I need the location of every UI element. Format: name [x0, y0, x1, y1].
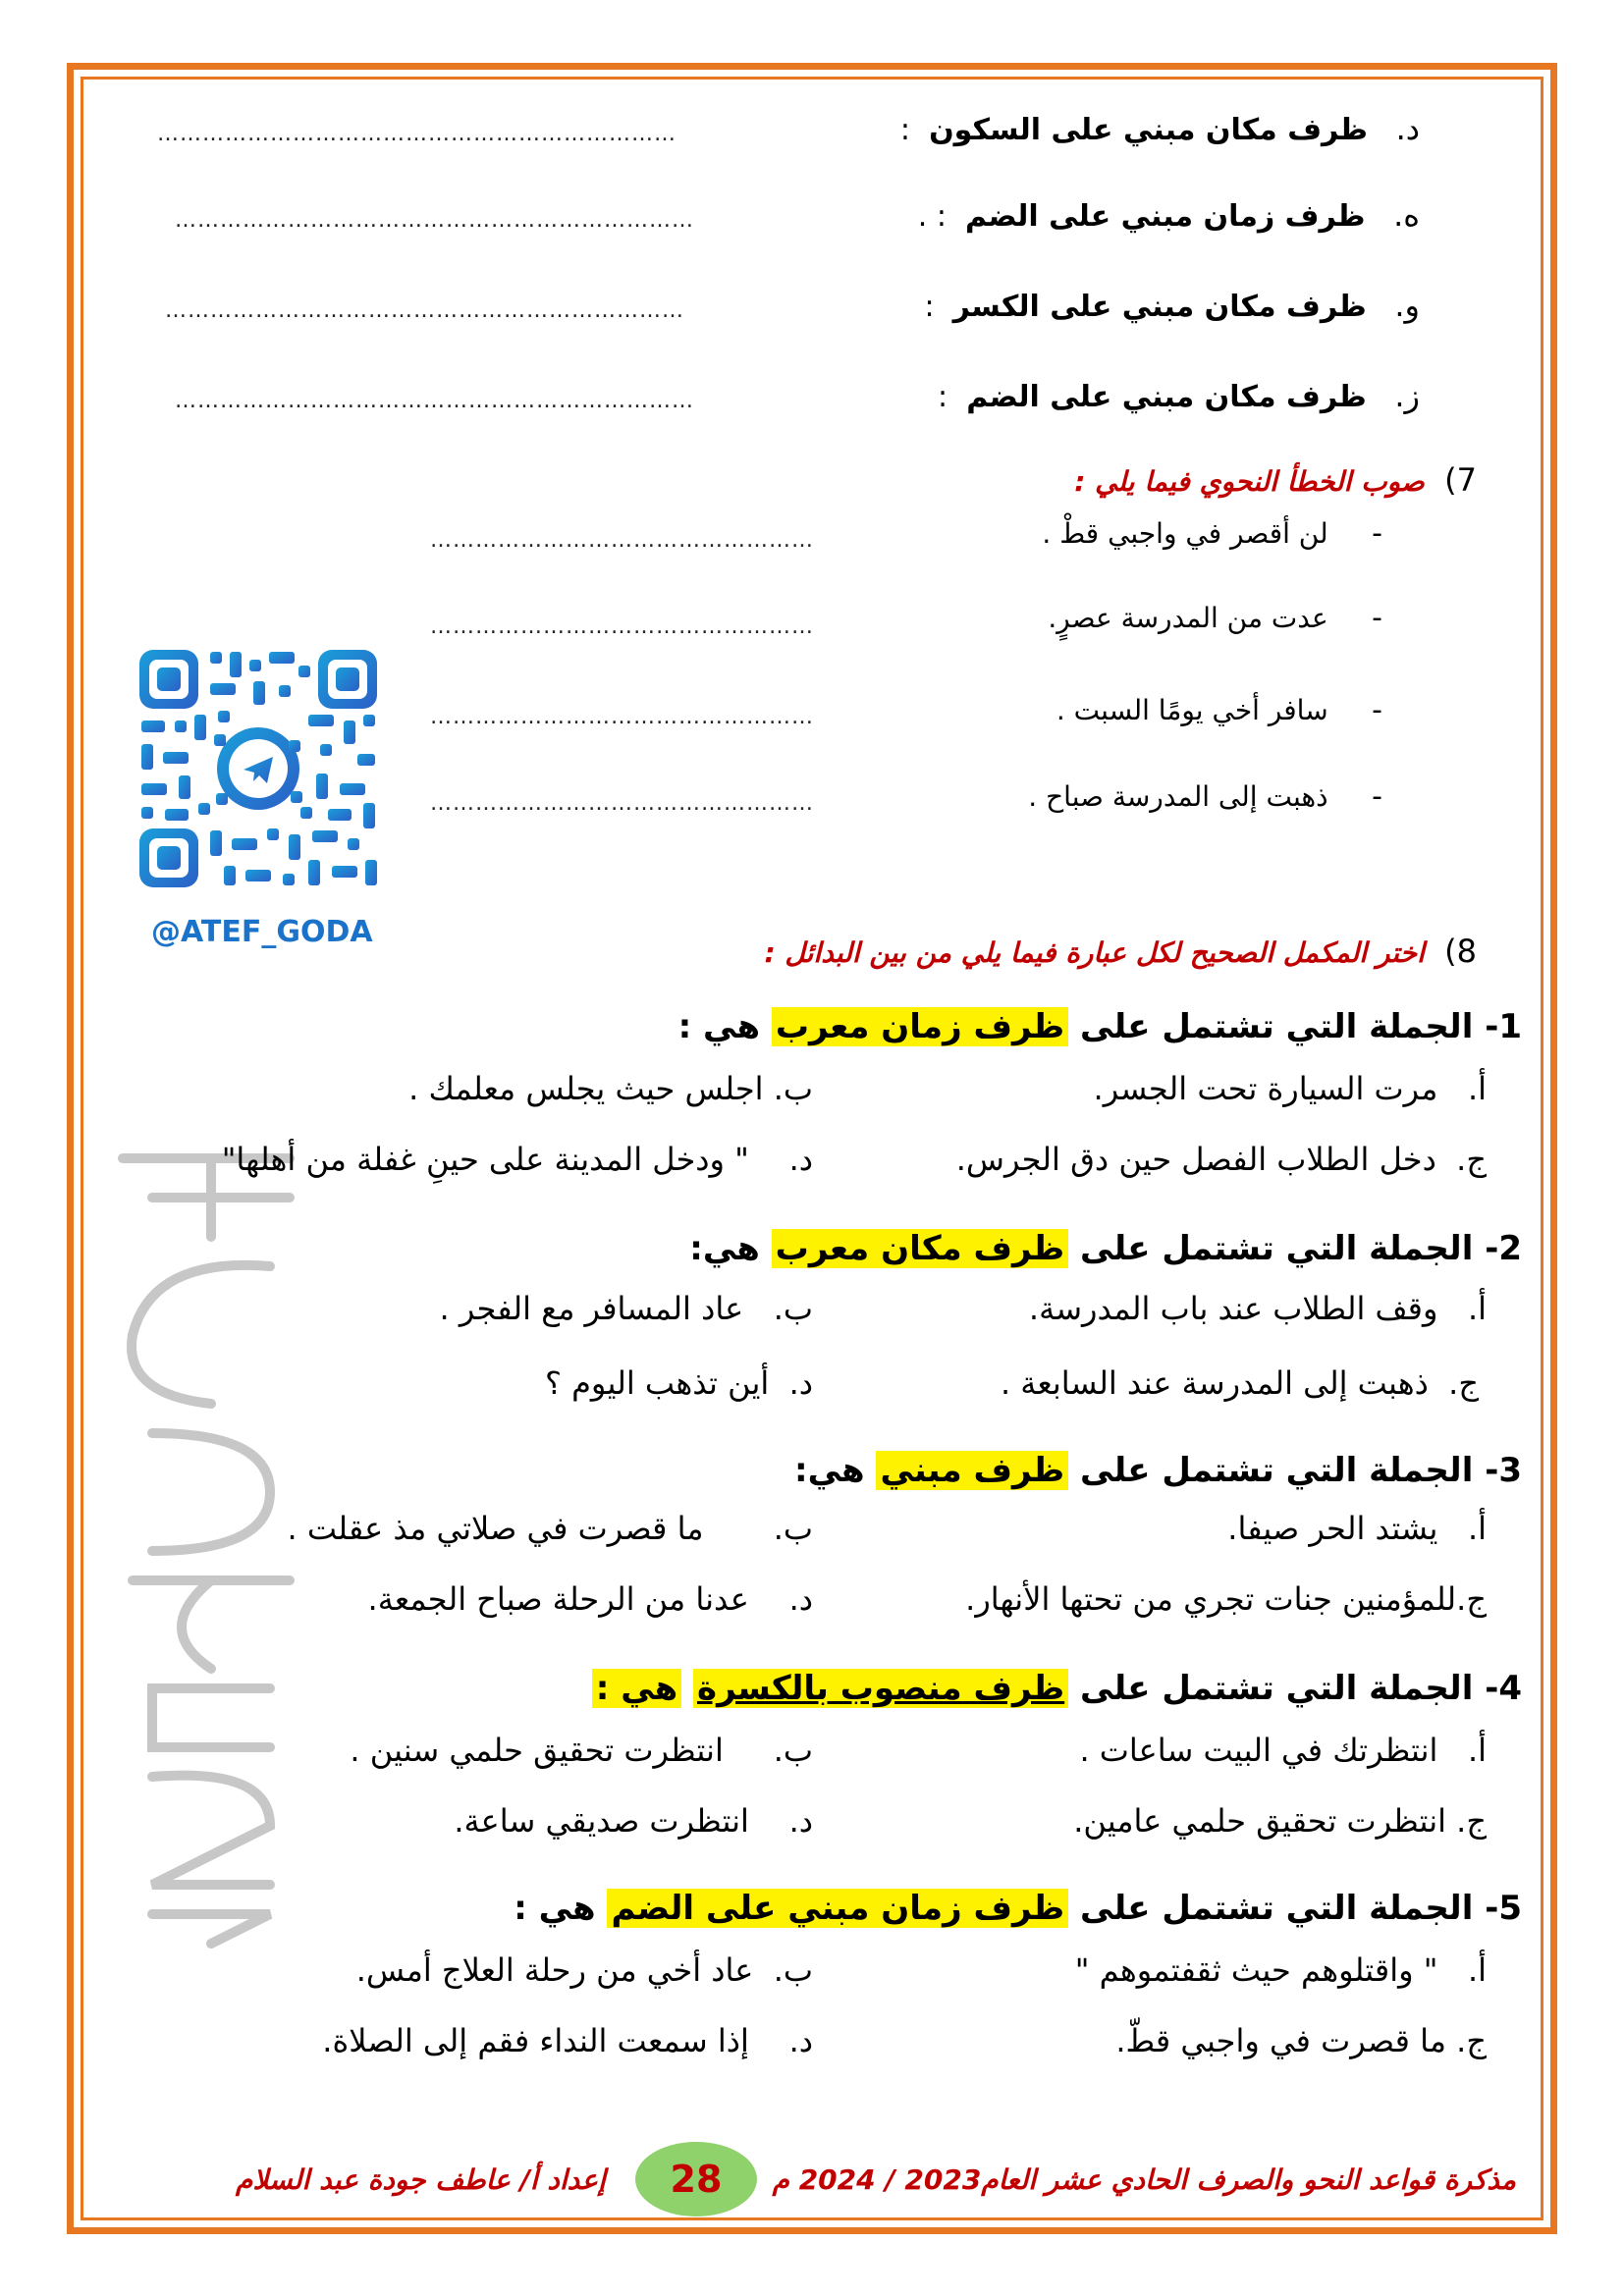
telegram-handle[interactable]: @ATEF_GODA — [151, 915, 373, 949]
option-c[interactable]: ج. انتظرت تحقيق حلمي عامين. — [1073, 1802, 1487, 1840]
question-3: 3- الجملة التي تشتمل على ظرف مبني هي: — [794, 1451, 1522, 1490]
highlight: ظرف زمان معرب — [772, 1007, 1068, 1046]
item-w: و. ظرف مكان مبني على الكسر : — [924, 287, 1420, 324]
option-c[interactable]: ج.للمؤمنين جنات تجري من تحتها الأنهار. — [965, 1580, 1487, 1618]
option-c[interactable]: ج. ما قصرت في واجبي قطّ. — [1115, 2022, 1487, 2059]
question-5: 5- الجملة التي تشتمل على ظرف زمان مبني على الضم هي : — [514, 1889, 1522, 1928]
item-d: د. ظرف مكان مبني على السكون : — [899, 110, 1420, 147]
option-b[interactable]: ب. عاد المسافر مع الفجر . — [439, 1290, 813, 1327]
option-b[interactable]: ب. عاد أخي من رحلة العلاج أمس. — [355, 1951, 813, 1989]
answer-blank[interactable]: …………………………………………… — [430, 791, 814, 816]
option-d[interactable]: د. عدنا من الرحلة صباح الجمعة. — [367, 1580, 813, 1618]
option-a[interactable]: أ. وقف الطلاب عند باب المدرسة. — [1028, 1290, 1487, 1327]
question-2: 2- الجملة التي تشتمل على ظرف مكان معرب هي: — [689, 1229, 1522, 1268]
answer-blank[interactable]: …………………………………………………………… — [165, 298, 684, 323]
option-a[interactable]: أ. انتظرتك في البيت ساعات . — [1079, 1732, 1487, 1769]
footer-title: مذكرة قواعد النحو والصرف الحادي عشر العام2023 / 2024 م — [772, 2163, 1516, 2196]
answer-blank[interactable]: …………………………………………… — [430, 705, 814, 729]
section-7-item: - ذهبت إلى المدرسة صباح . — [1028, 779, 1382, 814]
question-4: 4- الجملة التي تشتمل على ظرف منصوب بالكسرة هي : — [592, 1669, 1522, 1708]
section-8-heading: 8) اختر المكمل الصحيح لكل عبارة فيما يلي من بين البدائل : — [764, 933, 1477, 970]
option-a[interactable]: أ. " واقتلوهم حيث ثقفتموهم " — [1074, 1951, 1487, 1989]
section-7-heading: 7) صوب الخطأ النحوي فيما يلي : — [1074, 461, 1477, 499]
page-number: 28 — [635, 2142, 757, 2216]
option-d[interactable]: د. " ودخل المدينة على حينِ غفلة من أهلها" — [221, 1141, 813, 1178]
option-d[interactable]: د. إذا سمعت النداء فقم إلى الصلاة. — [322, 2022, 813, 2059]
option-b[interactable]: ب. انتظرت تحقيق حلمي سنين . — [350, 1732, 813, 1769]
highlight: ظرف زمان مبني على الضم — [607, 1889, 1068, 1928]
answer-blank[interactable]: …………………………………………………………… — [175, 389, 694, 413]
item-z: ز. ظرف مكان مبني على الضم : — [938, 377, 1420, 414]
answer-blank[interactable]: …………………………………………… — [430, 614, 814, 639]
section-7-item: - سافر أخي يومًا السبت . — [1056, 693, 1382, 727]
highlight: ظرف مكان معرب — [772, 1229, 1069, 1268]
svg-text:أ/ عاطف جودة 2024: أ/ عاطف جودة 2024 — [201, 1531, 210, 1532]
answer-blank[interactable]: …………………………………………………………… — [175, 208, 694, 233]
option-c[interactable]: ج. دخل الطلاب الفصل حين دق الجرس. — [955, 1141, 1487, 1178]
highlight: ظرف منصوب بالكسرة — [693, 1669, 1068, 1708]
item-h: ه. ظرف زمان مبني على الضم : . — [917, 196, 1420, 234]
option-c[interactable]: ج. ذهبت إلى المدرسة عند السابعة . — [1000, 1364, 1479, 1402]
watermark-logo — [93, 1139, 309, 1953]
section-7-item: - عدت من المدرسة عصرٍ. — [1048, 601, 1382, 635]
section-7-item: - لن أقصر في واجبي قطْ . — [1042, 516, 1382, 551]
qr-code-icon[interactable] — [135, 646, 381, 891]
option-b[interactable]: ب. اجلس حيث يجلس معلمك . — [408, 1070, 813, 1107]
answer-blank[interactable]: …………………………………………… — [430, 528, 814, 553]
footer-author: إعداد أ/ عاطف جودة عبد السلام — [236, 2163, 606, 2196]
option-d[interactable]: د. انتظرت صديقي ساعة. — [454, 1802, 813, 1840]
highlight: ظرف مبني — [876, 1451, 1068, 1490]
option-a[interactable]: أ. مرت السيارة تحت الجسر. — [1093, 1070, 1487, 1107]
answer-blank[interactable]: …………………………………………………………… — [157, 122, 677, 146]
option-d[interactable]: د. أين تذهب اليوم ؟ — [544, 1364, 813, 1402]
option-b[interactable]: ب. ما قصرت في صلاتي مذ عقلت . — [287, 1510, 813, 1547]
option-a[interactable]: أ. يشتد الحر صيفا. — [1227, 1510, 1487, 1547]
question-1: 1- الجملة التي تشتمل على ظرف زمان معرب هي : — [677, 1007, 1522, 1046]
